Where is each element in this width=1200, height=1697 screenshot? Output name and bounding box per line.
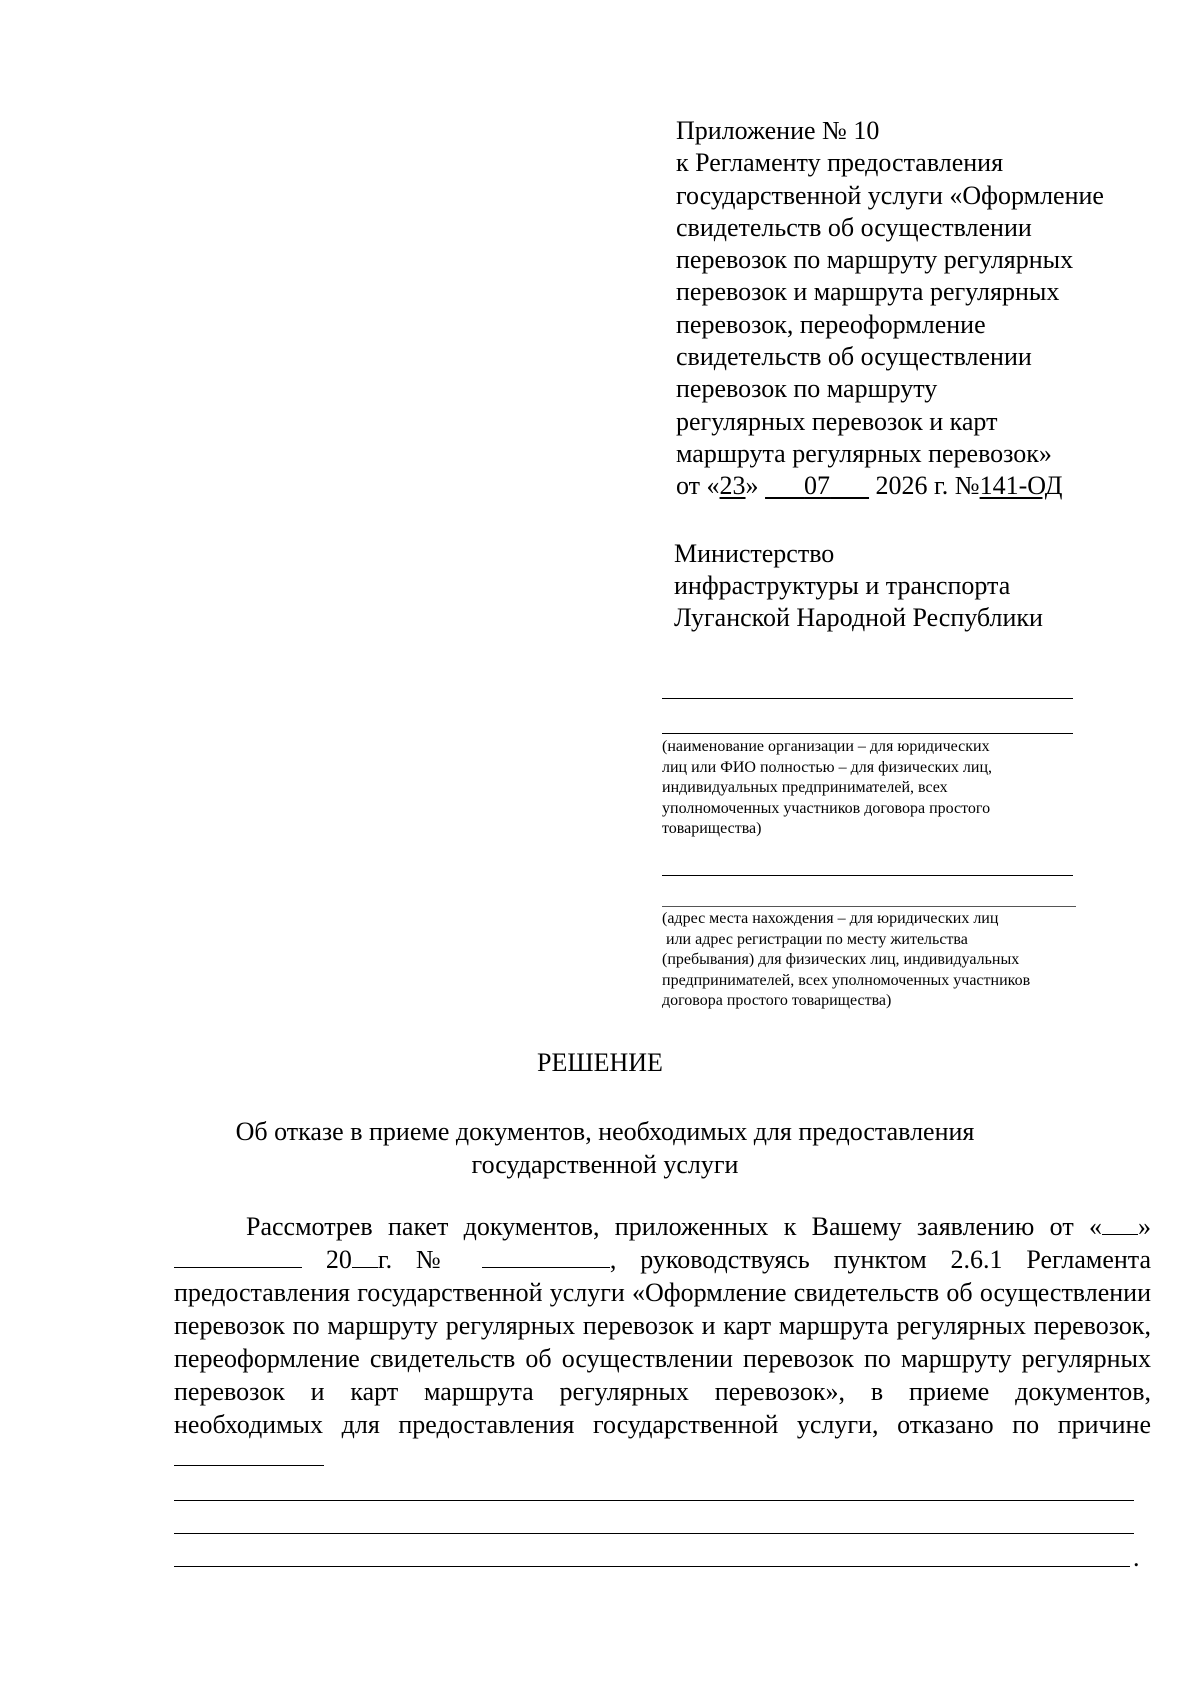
appendix-line: перевозок по маршруту регулярных (676, 245, 1074, 275)
month-blank[interactable] (174, 1245, 302, 1268)
organization-note (662, 737, 992, 840)
date-month-value: 07 (804, 471, 831, 501)
end-period: . (1133, 1543, 1140, 1572)
date-year: 2026 г. № (875, 471, 980, 501)
note-line: товарищества) (662, 820, 762, 837)
appendix-line: перевозок, переоформление (676, 309, 986, 339)
year-blank[interactable] (352, 1245, 378, 1268)
appendix-line: свидетельств об осуществлении (676, 342, 1032, 372)
day-blank[interactable] (1102, 1212, 1138, 1235)
applicant-address-line[interactable] (662, 875, 1073, 876)
date-month (765, 471, 869, 500)
application-number-blank[interactable] (482, 1245, 610, 1268)
body-text: , руководствуясь пунктом 2.6.1 Регламента предоставления государственной услуги «Оформление свидетельств об осуществлении перевозок по маршруту регулярных перевозок и карт маршрута регулярных перевозок, переоформление свидетельств об осуществлении перевозок по маршруту регулярных перевозок и карт маршрута регулярных перевозок», в приеме документов, необходимых для предоставления государственной услуги, отказано по причине (174, 1245, 1152, 1439)
applicant-address-line[interactable] (662, 906, 1076, 907)
note-line: (адрес места нахождения – для юридических лиц (662, 910, 999, 927)
document-subject (130, 1115, 1080, 1181)
decision-body (174, 1210, 1151, 1474)
body-text: г. № (377, 1245, 459, 1274)
date-day: 23 (719, 471, 746, 501)
note-line: или адрес регистрации по месту жительства (662, 930, 968, 948)
note-line: уполномоченных участников договора простого (662, 799, 991, 817)
address-note (662, 909, 1030, 1012)
appendix-line: регулярных перевозок и карт (676, 406, 998, 436)
decision-paragraph (174, 1210, 1151, 1474)
applicant-name-line[interactable] (662, 698, 1073, 699)
appendix-line: маршрута регулярных перевозок» (676, 438, 1052, 468)
note-line: предпринимателей, всех уполномоченных участников (662, 971, 1031, 989)
ministry-line: Министерство (674, 539, 835, 568)
appendix-line: государственной услуги «Оформление (676, 180, 1104, 210)
date-prefix: от « (676, 471, 720, 501)
note-line: (наименование организации – для юридических (662, 738, 990, 755)
appendix-line: свидетельств об осуществлении (676, 212, 1032, 242)
reason-blank[interactable] (174, 1443, 324, 1466)
addressee-ministry (674, 538, 1043, 634)
subject-line: государственной услуги (471, 1150, 739, 1179)
subject-line: Об отказе в приеме документов, необходимых для предоставления (235, 1117, 975, 1146)
ministry-line: Луганской Народной Республики (674, 603, 1043, 632)
note-line: лиц или ФИО полностью – для физических лиц, (662, 758, 992, 776)
note-line: (пребывания) для физических лиц, индивидуальных (662, 951, 1020, 968)
document-heading: РЕШЕНИЕ (537, 1048, 663, 1077)
ministry-line: инфраструктуры и транспорта (674, 571, 1011, 600)
reason-line[interactable] (174, 1500, 1134, 1501)
order-number: 141-ОД (979, 471, 1063, 501)
date-separator: » (745, 471, 759, 501)
reason-line[interactable] (174, 1566, 1130, 1567)
appendix-line: к Регламенту предоставления (676, 148, 1004, 178)
applicant-name-line[interactable] (662, 733, 1073, 734)
appendix-line: перевозок по маршруту (676, 374, 938, 404)
appendix-date-line (676, 470, 1176, 502)
body-text: » (1138, 1212, 1151, 1241)
note-line: договора простого товарищества) (662, 992, 892, 1009)
appendix-line: Приложение № 10 (676, 116, 880, 145)
body-text: 20 (325, 1245, 352, 1274)
appendix-line: перевозок и маршрута регулярных (676, 277, 1060, 307)
body-text: Рассмотрев пакет документов, приложенных к Вашему заявлению от « (246, 1212, 1102, 1241)
appendix-block (676, 115, 1176, 503)
note-line: индивидуальных предпринимателей, всех (662, 779, 948, 796)
reason-line[interactable] (174, 1533, 1134, 1534)
